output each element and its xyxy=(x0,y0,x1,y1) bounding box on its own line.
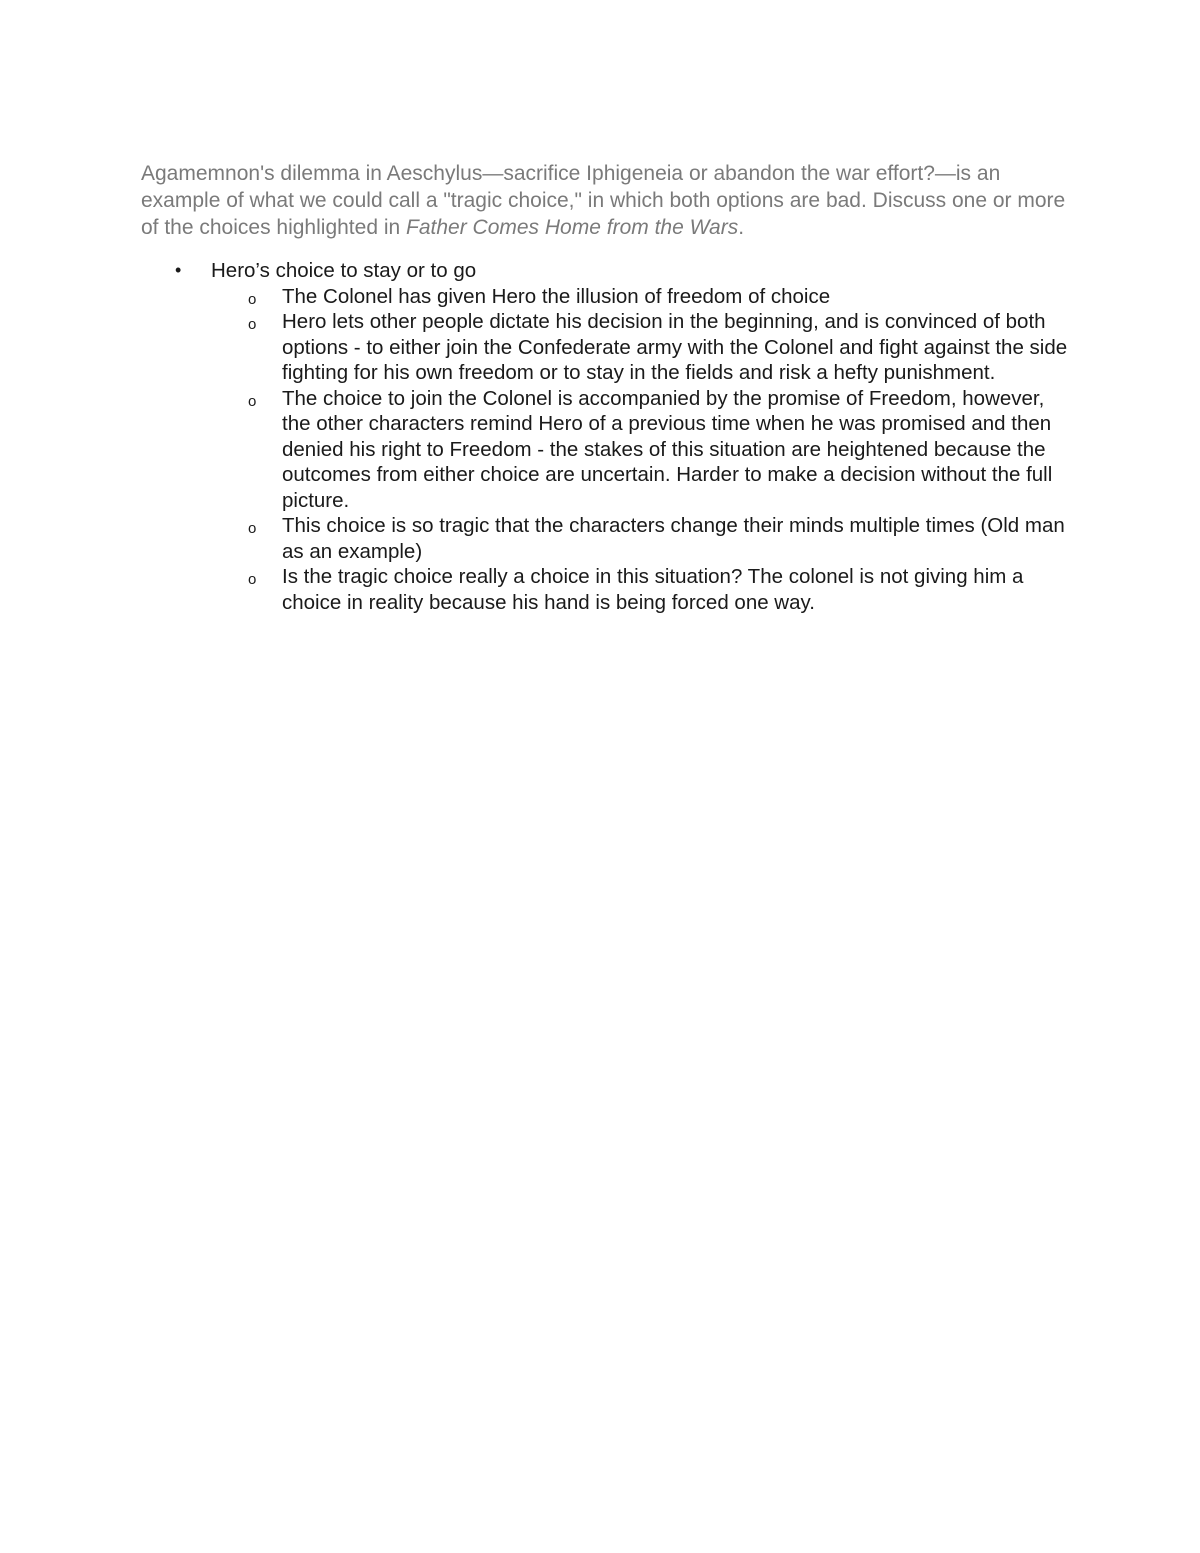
main-bullet-item xyxy=(141,258,1071,284)
prompt-end: . xyxy=(738,216,745,239)
sub-point-item xyxy=(141,386,1071,514)
main-point-text: Hero’s choice to stay or to go xyxy=(211,259,477,282)
sub-bullet-marker: o xyxy=(248,392,257,410)
notes-outline xyxy=(141,258,1071,615)
sub-point-item xyxy=(141,284,1071,310)
sub-point-item xyxy=(141,564,1071,615)
sub-point-text: The Colonel has given Hero the illusion of freedom of choice xyxy=(282,284,831,308)
sub-point-text: Is the tragic choice really a choice in this situation? The colonel is not giving him a choice in reality because his hand is being forced one way. xyxy=(282,565,1024,614)
sub-point-item xyxy=(141,513,1071,564)
sub-point-text: The choice to join the Colonel is accompanied by the promise of Freedom, however, the other characters remind Hero of a previous time when he was promised and then denied his right to Freedom - the stakes of this situation are heightened because the outcomes from either choice are uncertain. Harder to make a decision without the full picture. xyxy=(282,386,1053,512)
sub-point-list xyxy=(141,284,1071,616)
sub-bullet-marker: o xyxy=(248,290,257,308)
play-title: Father Comes Home from the Wars xyxy=(406,216,739,239)
sub-point-text: This choice is so tragic that the characters change their minds multiple times (Old man as an example) xyxy=(282,514,1065,563)
sub-bullet-marker: o xyxy=(248,520,257,537)
sub-point-item xyxy=(141,309,1071,386)
prompt-text: Agamemnon's dilemma in Aeschylus—sacrifice Iphigeneia or abandon the war effort?—is an example of what we could call a "tragic choice," in which both options are bad. Discuss one or more of the choices highlighted in xyxy=(141,162,1066,239)
sub-bullet-marker: o xyxy=(248,571,257,588)
sub-bullet-marker: o xyxy=(248,316,257,333)
sub-point-text: Hero lets other people dictate his decision in the beginning, and is convinced of both options - to either join the Confederate army with the Colonel and fight against the side fighting for his own freedom or to stay in the fields and risk a hefty punishment. xyxy=(282,310,1068,384)
essay-prompt xyxy=(141,160,1071,241)
bullet-marker: • xyxy=(175,260,182,280)
